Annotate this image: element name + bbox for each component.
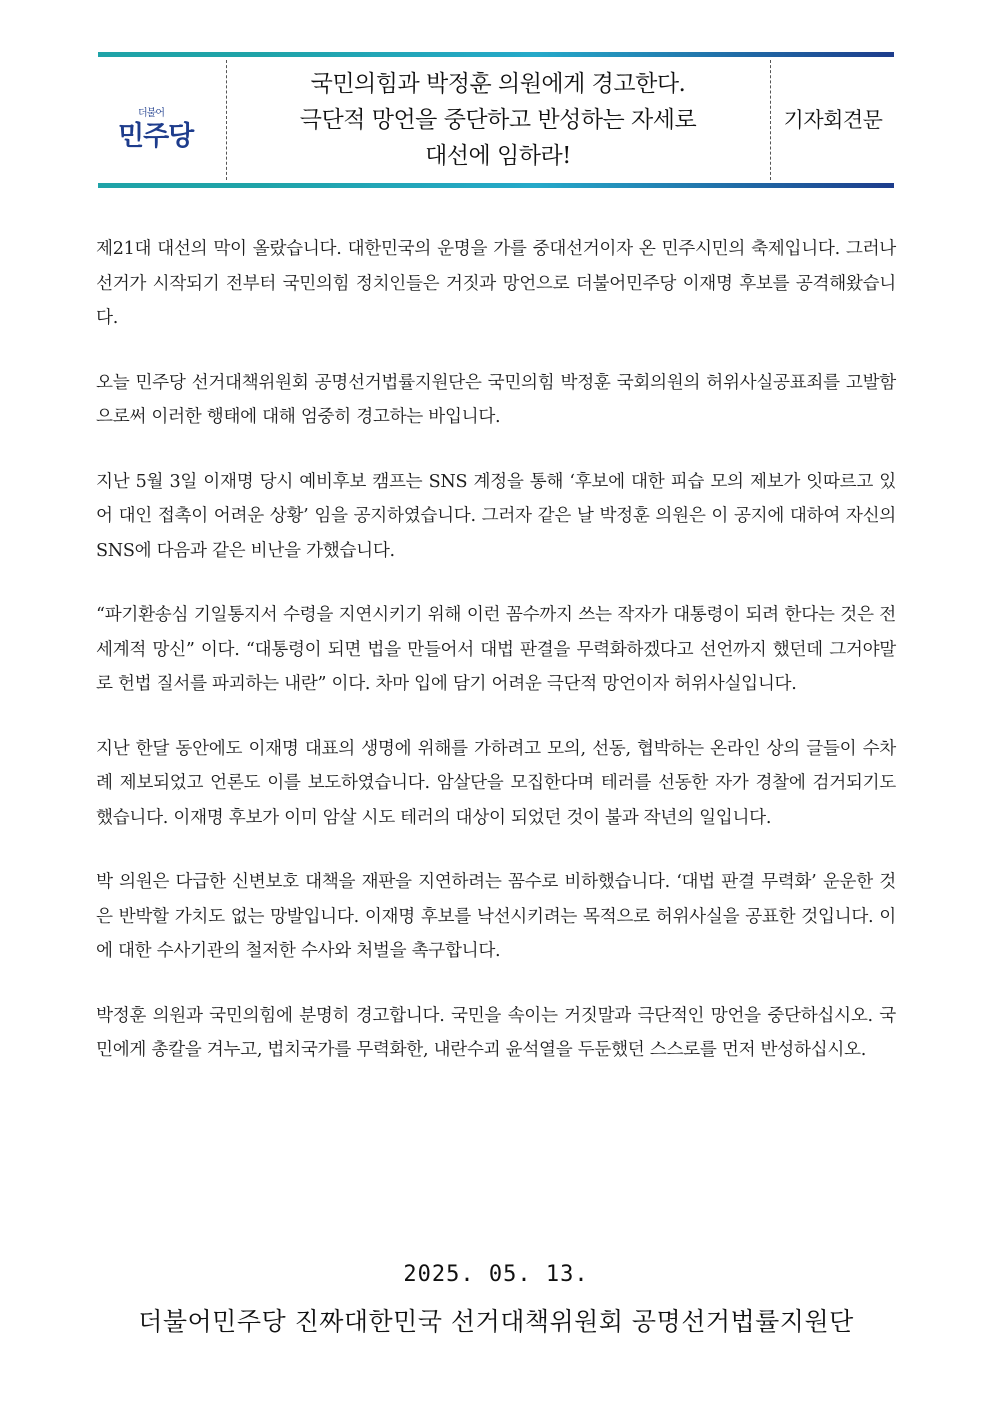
paragraph: 박정훈 의원과 국민의힘에 분명히 경고합니다. 국민을 속이는 거짓말과 극단적인 망언을 중단하십시오. 국민에게 총칼을 겨누고, 법치국가를 무력화한, 내란수괴 윤석열을 두둔했던 스스로를 먼저 반성하십시오. — [96, 1005, 896, 1060]
title-line: 대선에 임하라! — [425, 143, 571, 169]
statement-body — [96, 232, 896, 1098]
title-line: 극단적 망언을 중단하고 반성하는 자세로 — [299, 107, 697, 133]
paragraph: 제21대 대선의 막이 올랐습니다. 대한민국의 운명을 가를 중대선거이자 온 민주시민의 축제입니다. 그러나 선거가 시작되기 전부터 국민의힘 정치인들은 거짓과 망언으로 더불어민주당 이재명 후보를 공격해왔습니다. — [96, 239, 896, 328]
header-top-bar — [98, 52, 894, 57]
document-header — [98, 52, 894, 188]
paragraph: 박 의원은 다급한 신변보호 대책을 재판을 지연하려는 꼼수로 비하했습니다. ‘대법 판결 무력화’ 운운한 것은 반박할 가치도 없는 망발입니다. 이재명 후보를 낙선시키려는 목적으로 허위사실을 공표한 것입니다. 이에 대한 수사기관의 철저한 수사와 처벌을 촉구합니다. — [96, 872, 896, 961]
header-divider-left — [226, 60, 227, 180]
paragraph: 지난 5월 3일 이재명 당시 예비후보 캠프는 SNS 계정을 통해 ‘후보에 대한 피습 모의 제보가 잇따르고 있어 대인 접촉이 어려운 상황’ 임을 공지하였습니다. 그러자 같은 날 박정훈 의원은 이 공지에 대하여 자신의 SNS에 다음과 같은 비난을 가했습니다. — [96, 471, 896, 561]
logo-subtitle: 더불어 — [138, 108, 164, 119]
paragraph: “파기환송심 기일통지서 수령을 지연시키기 위해 이런 꼼수까지 쓰는 작자가 대통령이 되려 한다는 것은 전 세계적 망신” 이다. “대통령이 되면 법을 만들어서 대법 판결을 무력화하겠다고 선언까지 했던데 그거야말로 헌법 질서를 파괴하는 내란” 이다. 차마 입에 담기 어려운 극단적 망언이자 허위사실입니다. — [96, 605, 896, 694]
party-logo — [98, 60, 226, 180]
paragraph: 오늘 민주당 선거대책위원회 공명선거법률지원단은 국민의힘 박정훈 국회의원의 허위사실공표죄를 고발함으로써 이러한 행태에 대해 엄중히 경고하는 바입니다. — [96, 372, 896, 427]
header-divider-right — [770, 60, 771, 180]
document-type-label: 기자회견문 — [783, 108, 883, 132]
header-bottom-bar — [98, 183, 894, 188]
page-title — [228, 66, 768, 174]
issuing-organization: 더불어민주당 진짜대한민국 선거대책위원회 공명선거법률지원단 — [138, 1307, 854, 1336]
logo-wordmark: 민주당 — [118, 121, 194, 152]
title-line: 국민의힘과 박정훈 의원에게 경고한다. — [310, 71, 686, 97]
statement-date: 2025. 05. 13. — [403, 1262, 589, 1287]
paragraph: 지난 한달 동안에도 이재명 대표의 생명에 위해를 가하려고 모의, 선동, 협박하는 온라인 상의 글들이 수차례 제보되었고 언론도 이를 보도하였습니다. 암살단을 모집한다며 테러를 선동한 자가 경찰에 검거되기도 했습니다. 이재명 후보가 이미 암살 시도 테러의 대상이 되었던 것이 불과 작년의 일입니다. — [96, 738, 896, 828]
